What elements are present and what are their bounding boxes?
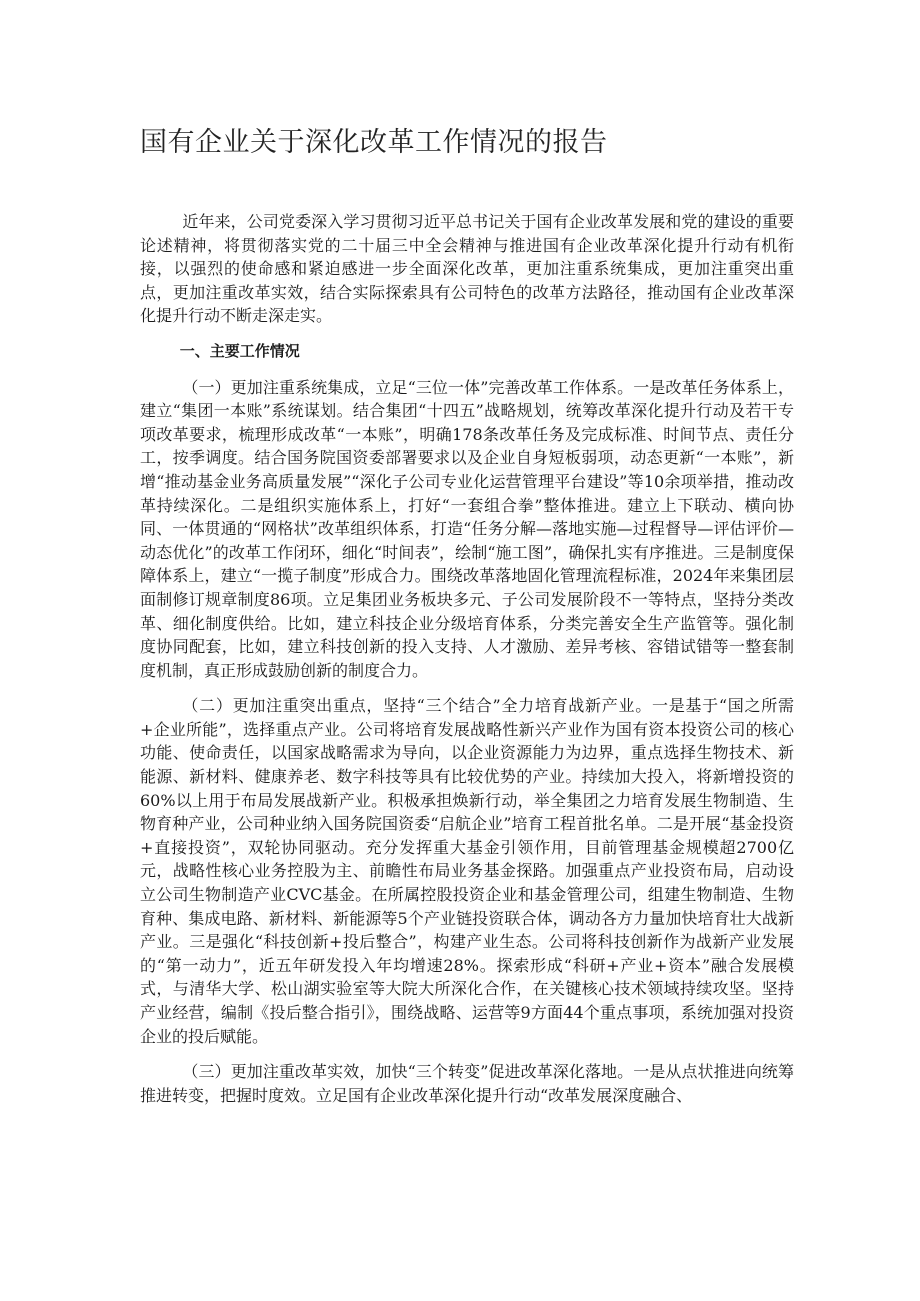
section-heading: 一、主要工作情况	[179, 341, 300, 360]
paragraph-1: （一）更加注重系统集成，立足“三位一体”完善改革工作体系。一是改革任务体系上，建立“集团一本账”系统谋划。结合集团“十四五”战略规划，统筹改革深化提升行动及若干专项改革要求，梳理形成改革“一本账”，明确178条改革任务及完成标准、时间节点、责任分工，按季调度。结合国务院国资委部署要求以及企业自身短板弱项，动态更新“一本账”，新增“推动基金业务高质量发展”“深化子公司专业化运营管理平台建设”等10余项举措，推动改革持续深化。二是组织实施体系上，打好“一套组合拳”整体推进。建立上下联动、横向协同、一体贯通的“网格状”改革组织体系，打造“任务分解—落地实施—过程督导—评估评价—动态优化”的改革工作闭环，细化“时间表”，绘制“施工图”，确保扎实有序推进。三是制度保障体系上，建立“一揽子制度”形成合力。围绕改革落地固化管理流程标准，2024年来集团层面制修订规章制度86项。立足集团业务板块多元、子公司发展阶段不一等特点，坚持分类改革、细化制度供给。比如，建立科技企业分级培育体系，分类完善安全生产监管等。强化制度协同配套，比如，建立科技创新的投入支持、人才激励、差异考核、容错试错等一整套制度机制，真正形成鼓励创新的制度合力。	[140, 377, 794, 680]
document-title: 国有企业关于深化改革工作情况的报告	[140, 127, 608, 158]
paragraph-3: （三）更加注重改革实效，加快“三个转变”促进改革深化落地。一是从点状推进向统筹推进转变，把握时度效。立足国有企业改革深化提升行动“改革发展深度融合、	[140, 1062, 794, 1105]
intro-paragraph: 近年来，公司党委深入学习贯彻习近平总书记关于国有企业改革发展和党的建设的重要论述精神，将贯彻落实党的二十届三中全会精神与推进国有企业改革深化提升行动有机衔接，以强烈的使命感和紧迫感进一步全面深化改革，更加注重系统集成，更加注重突出重点，更加注重改革实效，结合实际探索具有公司特色的改革方法路径，推动国有企业改革深化提升行动不断走深走实。	[140, 212, 794, 326]
document-body	[140, 210, 794, 1107]
paragraph-2: （二）更加注重突出重点，坚持“三个结合”全力培育战新产业。一是基于“国之所需+企业所能”，选择重点产业。公司将培育发展战略性新兴产业作为国有资本投资公司的核心功能、使命责任，以国家战略需求为导向，以企业资源能力为边界，重点选择生物技术、新能源、新材料、健康养老、数字科技等具有比较优势的产业。持续加大投入，将新增投资的60%以上用于布局发展战新产业。积极承担焕新行动，举全集团之力培育发展生物制造、生物育种产业，公司种业纳入国务院国资委“启航企业”培育工程首批名单。二是开展“基金投资+直接投资”，双轮协同驱动。充分发挥重大基金引领作用，目前管理基金规模超2700亿元，战略性核心业务控股为主、前瞻性布局业务基金探路。加强重点产业投资布局，启动设立公司生物制造产业CVC基金。在所属控股投资企业和基金管理公司，组建生物制造、生物育种、集成电路、新材料、新能源等5个产业链投资联合体，调动各方力量加快培育壮大战新产业。三是强化“科技创新+投后整合”，构建产业生态。公司将科技创新作为战新产业发展的“第一动力”，近五年研发投入年均增速28%。探索形成“科研+产业+资本”融合发展模式，与清华大学、松山湖实验室等大院大所深化合作，在关键核心技术领域持续攻坚。坚持产业经营，编制《投后整合指引》，围绕战略、运营等9方面44个重点事项，系统加强对投资企业的投后赋能。	[140, 696, 794, 1046]
